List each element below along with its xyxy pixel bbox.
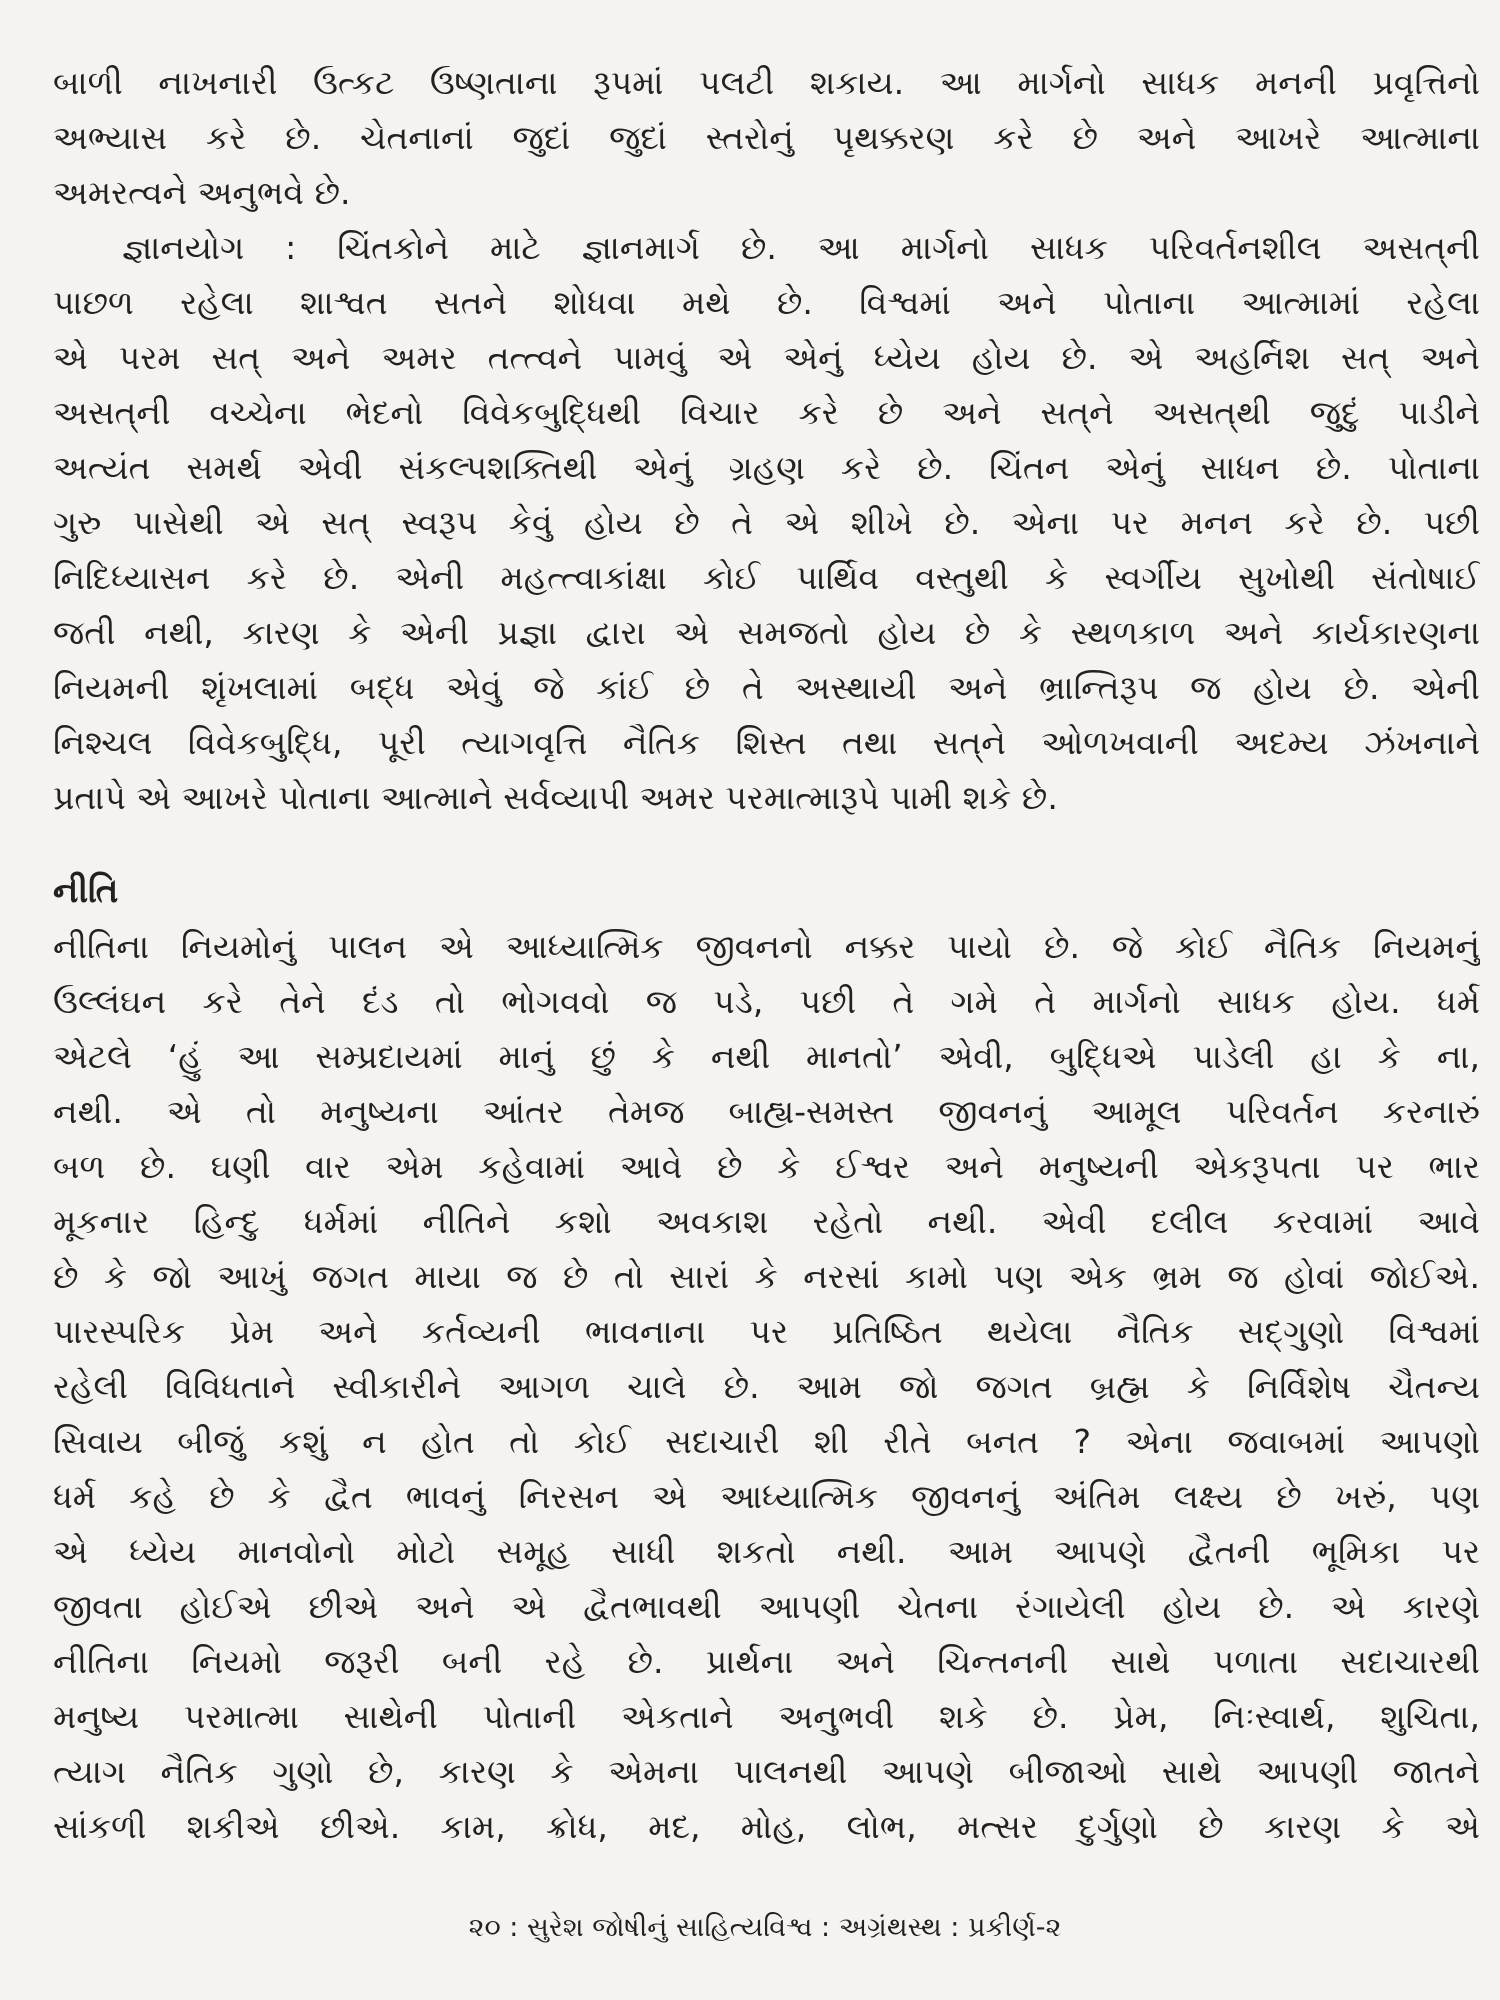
paragraph xyxy=(53,55,1480,220)
text-line: અમરત્વને અનુભવે છે. xyxy=(53,173,351,212)
text-line: નિયમની શૃંખલામાં બદ્ધ એવું જે કાંઈ છે તે અસ્થાયી અને ભ્રાન્તિરૂપ જ હોય છે. એની xyxy=(53,668,1480,707)
text-line: પારસ્પરિક પ્રેમ અને કર્તવ્યની ભાવનાના પર પ્રતિષ્ઠિત થયેલા નૈતિક સદ્‌ગુણો વિશ્વમાં xyxy=(53,1312,1480,1351)
text-line: અસત્‌ની વચ્ચેના ભેદનો વિવેકબુદ્ધિથી વિચાર કરે છે અને સત્‌ને અસત્‌થી જુદું પાડીને xyxy=(53,393,1480,432)
section-heading: નીતિ xyxy=(53,871,119,911)
text-line: જતી નથી, કારણ કે એની પ્રજ્ઞા દ્વારા એ સમજતો હોય છે કે સ્થળકાળ અને કાર્યકારણના xyxy=(53,613,1480,652)
text-line: ઉલ્લંઘન કરે તેને દંડ તો ભોગવવો જ પડે, પછી તે ગમે તે માર્ગનો સાધક હોય. ધર્મ xyxy=(53,982,1480,1021)
text-line: નિશ્ચલ વિવેકબુદ્ધિ, પૂરી ત્યાગવૃત્તિ નૈતિક શિસ્ત તથા સત્‌ને ઓળખવાની અદમ્ય ઝંખનાને xyxy=(53,723,1480,762)
text-line: પ્રતાપે એ આખરે પોતાના આત્માને સર્વવ્યાપી અમર પરમાત્મારૂપે પામી શકે છે. xyxy=(53,778,1058,817)
text-line: નીતિના નિયમો જરૂરી બની રહે છે. પ્રાર્થના અને ચિન્તનની સાથે પળાતા સદાચારથી xyxy=(53,1642,1480,1681)
text-line: એ ધ્યેય માનવોનો મોટો સમૂહ સાધી શકતો નથી. આમ આપણે દ્વૈતની ભૂમિકા પર xyxy=(53,1532,1480,1571)
text-line: ત્યાગ નૈતિક ગુણો છે, કારણ કે એમના પાલનથી આપણે બીજાઓ સાથે આપણી જાતને xyxy=(53,1752,1480,1791)
text-line: ગુરુ પાસેથી એ સત્‌ સ્વરૂપ કેવું હોય છે તે એ શીખે છે. એના પર મનન કરે છે. પછી xyxy=(53,503,1480,542)
text-line: સાંકળી શકીએ છીએ. કામ, ક્રોધ, મદ, મોહ, લોભ, મત્સર દુર્ગુણો છે કારણ કે એ xyxy=(53,1807,1480,1846)
page-footer: ૨૦ : સુરેશ જોષીનું સાહિત્યવિશ્વ : અગ્રંથસ્થ : પ્રકીર્ણ-૨ xyxy=(468,1912,1062,1943)
paragraph-niti xyxy=(53,919,1480,1854)
text-line: બળ છે. ઘણી વાર એમ કહેવામાં આવે છે કે ઈશ્વર અને મનુષ્યની એકરૂપતા પર ભાર xyxy=(53,1147,1480,1186)
paragraph-jnanayoga xyxy=(53,220,1480,825)
text-line: નીતિના નિયમોનું પાલન એ આધ્યાત્મિક જીવનનો નક્કર પાયો છે. જે કોઈ નૈતિક નિયમનું xyxy=(53,927,1480,966)
text-line: નિદિધ્યાસન કરે છે. એની મહત્ત્વાકાંક્ષા કોઈ પાર્થિવ વસ્તુથી કે સ્વર્ગીય સુખોથી સંતોષાઈ xyxy=(53,558,1480,597)
text-line: સિવાય બીજું કશું ન હોત તો કોઈ સદાચારી શી રીતે બનત ? એના જવાબમાં આપણો xyxy=(53,1422,1480,1461)
text-line: છે કે જો આખું જગત માયા જ છે તો સારાં કે નરસાં કામો પણ એક ભ્રમ જ હોવાં જોઈએ. xyxy=(53,1257,1480,1296)
text-line: અભ્યાસ કરે છે. ચેતનાનાં જુદાં જુદાં સ્તરોનું પૃથક્કરણ કરે છે અને આખરે આત્માના xyxy=(53,118,1480,157)
text-line: જીવતા હોઈએ છીએ અને એ દ્વૈતભાવથી આપણી ચેતના રંગાયેલી હોય છે. એ કારણે xyxy=(53,1587,1480,1626)
text-line: એટલે ‘હું આ સમ્પ્રદાયમાં માનું છું કે નથી માનતો’ એવી, બુદ્ધિએ પાડેલી હા કે ના, xyxy=(53,1037,1480,1076)
text-line: અત્યંત સમર્થ એવી સંકલ્પશક્તિથી એનું ગ્રહણ કરે છે. ચિંતન એનું સાધન છે. પોતાના xyxy=(53,448,1480,487)
text-line: જ્ઞાનયોગ : ચિંતકોને માટે જ્ઞાનમાર્ગ છે. આ માર્ગનો સાધક પરિવર્તનશીલ અસત્‌ની xyxy=(122,228,1480,267)
text-line: મનુષ્ય પરમાત્મા સાથેની પોતાની એકતાને અનુભવી શકે છે. પ્રેમ, નિઃસ્વાર્થ, શુચિતા, xyxy=(53,1697,1480,1736)
text-line: નથી. એ તો મનુષ્યના આંતર તેમજ બાહ્ય-સમસ્ત જીવનનું આમૂલ પરિવર્તન કરનારું xyxy=(53,1092,1480,1131)
text-line: મૂકનાર હિન્દુ ધર્મમાં નીતિને કશો અવકાશ રહેતો નથી. એવી દલીલ કરવામાં આવે xyxy=(53,1202,1480,1241)
page-body xyxy=(53,55,1480,1854)
text-line: પાછળ રહેલા શાશ્વત સતને શોધવા મથે છે. વિશ્વમાં અને પોતાના આત્મામાં રહેલા xyxy=(53,283,1480,322)
text-line: રહેલી વિવિધતાને સ્વીકારીને આગળ ચાલે છે. આમ જો જગત બ્રહ્મ કે નિર્વિશેષ ચૈતન્ય xyxy=(53,1367,1480,1406)
text-line: બાળી નાખનારી ઉત્કટ ઉષ્ણતાના રૂપમાં પલટી શકાય. આ માર્ગનો સાધક મનની પ્રવૃત્તિનો xyxy=(53,63,1480,102)
text-line: એ પરમ સત્‌ અને અમર તત્ત્વને પામવું એ એનું ધ્યેય હોય છે. એ અહર્નિશ સત્‌ અને xyxy=(53,338,1480,377)
text-line: ધર્મ કહે છે કે દ્વૈત ભાવનું નિરસન એ આધ્યાત્મિક જીવનનું અંતિમ લક્ષ્ય છે ખરું, પણ xyxy=(53,1477,1480,1516)
